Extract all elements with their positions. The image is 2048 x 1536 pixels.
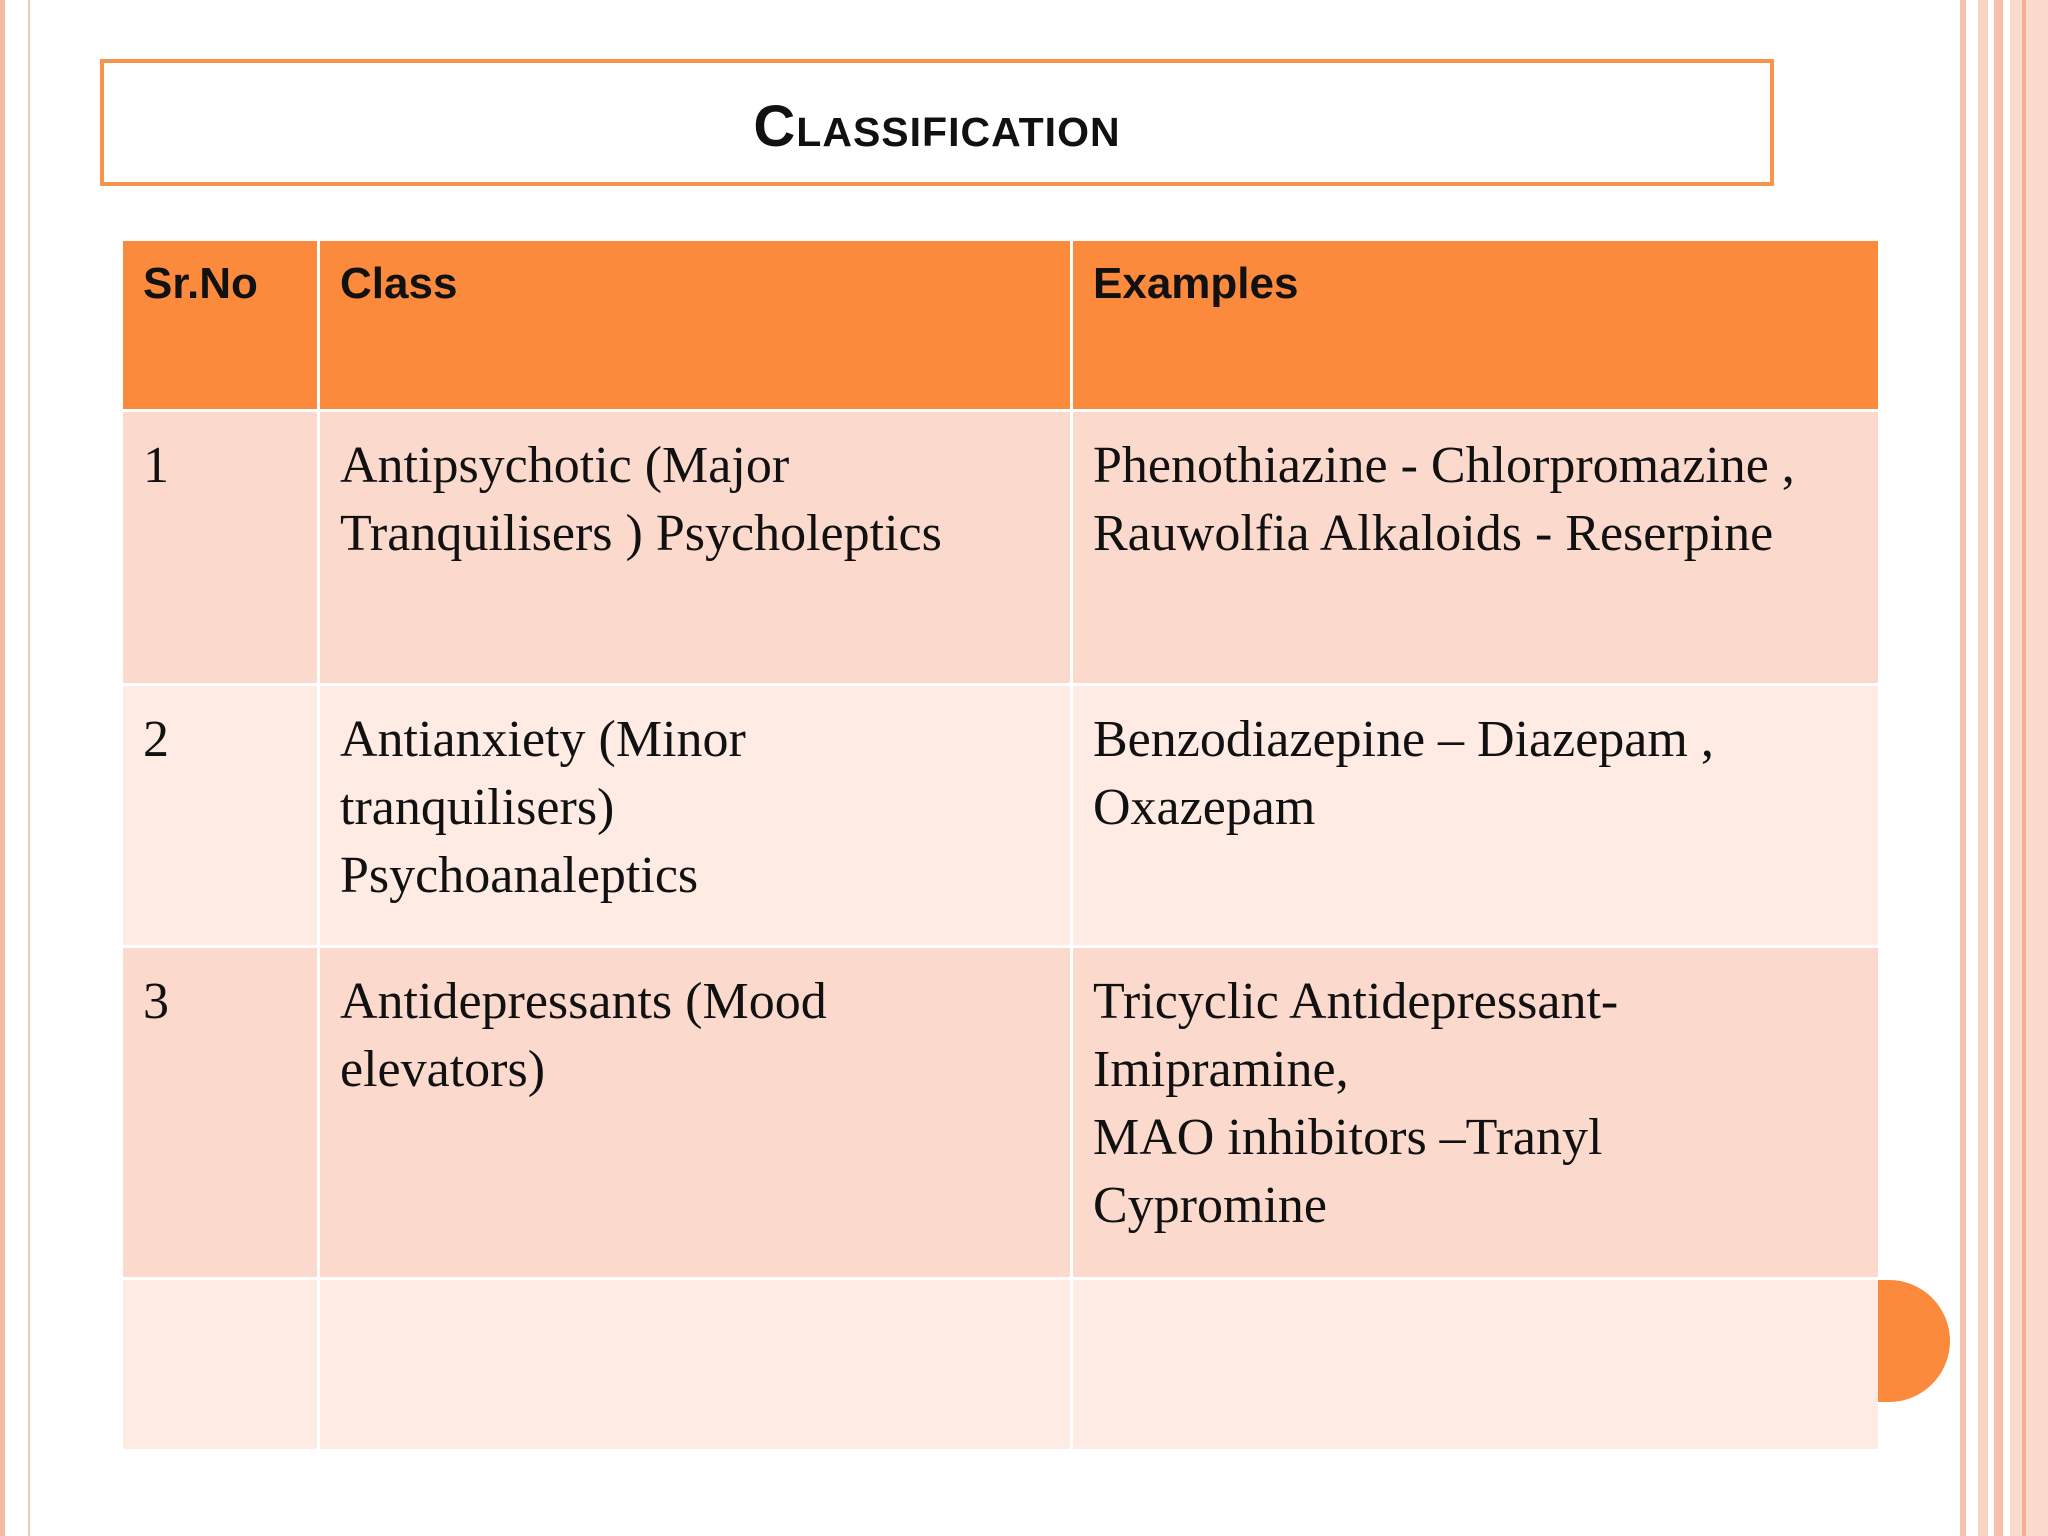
table-row (122, 685, 1880, 947)
frame-stripe-left-inner (28, 0, 30, 1536)
header-examples: Examples (1072, 240, 1880, 411)
title-box (100, 59, 1774, 186)
cell-text-line: tranquilisers) (340, 779, 615, 836)
decorative-orange-shape (1878, 1280, 1950, 1402)
cell-text-line: Benzodiazepine – Diazepam , (1093, 711, 1714, 768)
frame-stripe-right (1960, 0, 1966, 1536)
cell-text-line: Tricyclic Antidepressant- (1093, 973, 1619, 1030)
table-header-row (122, 240, 1880, 411)
cell-class (319, 947, 1072, 1279)
cell-text-line: Rauwolfia Alkaloids - Reserpine (1093, 505, 1774, 562)
frame-stripe-right (2022, 0, 2026, 1536)
header-srno: Sr.No (122, 240, 319, 411)
cell-examples (1072, 411, 1880, 685)
cell-srno: 2 (122, 685, 319, 947)
cell-examples (1072, 685, 1880, 947)
frame-stripe-right (2010, 0, 2048, 1536)
frame-stripe-right (1994, 0, 2003, 1536)
cell-empty (319, 1279, 1072, 1451)
cell-class (319, 685, 1072, 947)
cell-class (319, 411, 1072, 685)
cell-empty (122, 1279, 319, 1451)
cell-text-line: Antidepressants (Mood (340, 973, 827, 1030)
frame-stripe-right (1978, 0, 1988, 1536)
cell-text-line: Antianxiety (Minor (340, 711, 746, 768)
table-row (122, 411, 1880, 685)
cell-srno: 1 (122, 411, 319, 685)
cell-text-line: Oxazepam (1093, 779, 1316, 836)
cell-text-line: Antipsychotic (Major (340, 437, 790, 494)
cell-text-line: Phenothiazine - Chlorpromazine , (1093, 437, 1795, 494)
cell-text-line: Cypromine (1093, 1177, 1327, 1234)
cell-examples (1072, 947, 1880, 1279)
table-row (122, 947, 1880, 1279)
table-row-empty (122, 1279, 1880, 1451)
cell-text-line: Tranquilisers ) Psycholeptics (340, 505, 942, 562)
cell-text-line: MAO inhibitors –Tranyl (1093, 1109, 1603, 1166)
slide-title: Classification (753, 93, 1121, 159)
header-class: Class (319, 240, 1072, 411)
cell-text-line: Psychoanaleptics (340, 847, 699, 904)
cell-text-line: elevators) (340, 1041, 546, 1098)
classification-table (120, 238, 1881, 1452)
frame-stripe-left (0, 0, 5, 1536)
cell-text-line: Imipramine, (1093, 1041, 1349, 1098)
cell-empty (1072, 1279, 1880, 1451)
cell-srno: 3 (122, 947, 319, 1279)
